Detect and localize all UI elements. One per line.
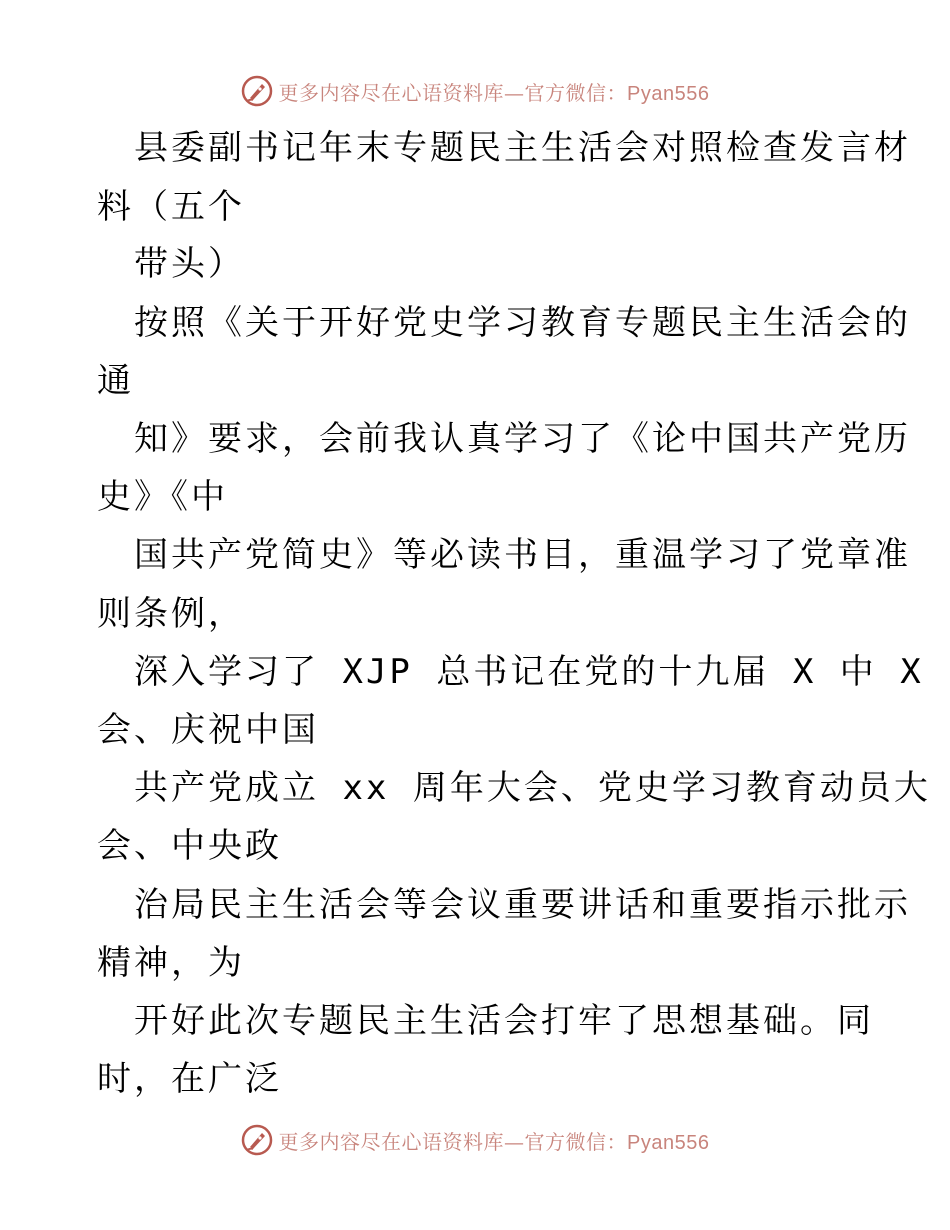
paragraph-line: 时，在广泛 [97, 1059, 282, 1099]
paragraph-line: 深入学习了 XJP 总书记在党的十九届 X 中 X [134, 652, 924, 692]
paragraph-line: 治局民主生活会等会议重要讲话和重要指示批示 [134, 885, 911, 925]
wechat-id: Pyan556 [627, 1131, 710, 1154]
wechat-id: Pyan556 [627, 82, 710, 105]
footer-watermark [0, 1120, 950, 1160]
paragraph-line: 共产党成立 xx 周年大会、党史学习教育动员大 [134, 768, 931, 808]
title-line-3: 带头） [134, 244, 245, 284]
paragraph-line: 精神，为 [97, 943, 245, 983]
paragraph-line: 按照《关于开好党史学习教育专题民主生活会的 [134, 303, 911, 343]
paragraph-line: 国共产党简史》等必读书目，重温学习了党章准 [134, 535, 911, 575]
title-line-1: 县委副书记年末专题民主生活会对照检查发言材 [134, 128, 911, 168]
paragraph-line: 开好此次专题民主生活会打牢了思想基础。同 [134, 1001, 874, 1041]
watermark-text: 更多内容尽在心语资料库—官方微信：Pyan556 [278, 80, 710, 105]
paragraph-line: 通 [97, 361, 134, 401]
title-line-2: 料（五个 [97, 187, 245, 227]
paragraph-line: 史》《中 [97, 477, 228, 517]
paragraph-line: 会、中央政 [97, 826, 282, 866]
watermark-text: 更多内容尽在心语资料库—官方微信：Pyan556 [278, 1129, 710, 1154]
paragraph-line: 知》要求，会前我认真学习了《论中国共产党历 [134, 419, 911, 459]
pen-nib-logo-icon [241, 1124, 273, 1156]
paragraph-line: 则条例， [97, 594, 245, 634]
paragraph-line: 会、庆祝中国 [97, 710, 319, 750]
